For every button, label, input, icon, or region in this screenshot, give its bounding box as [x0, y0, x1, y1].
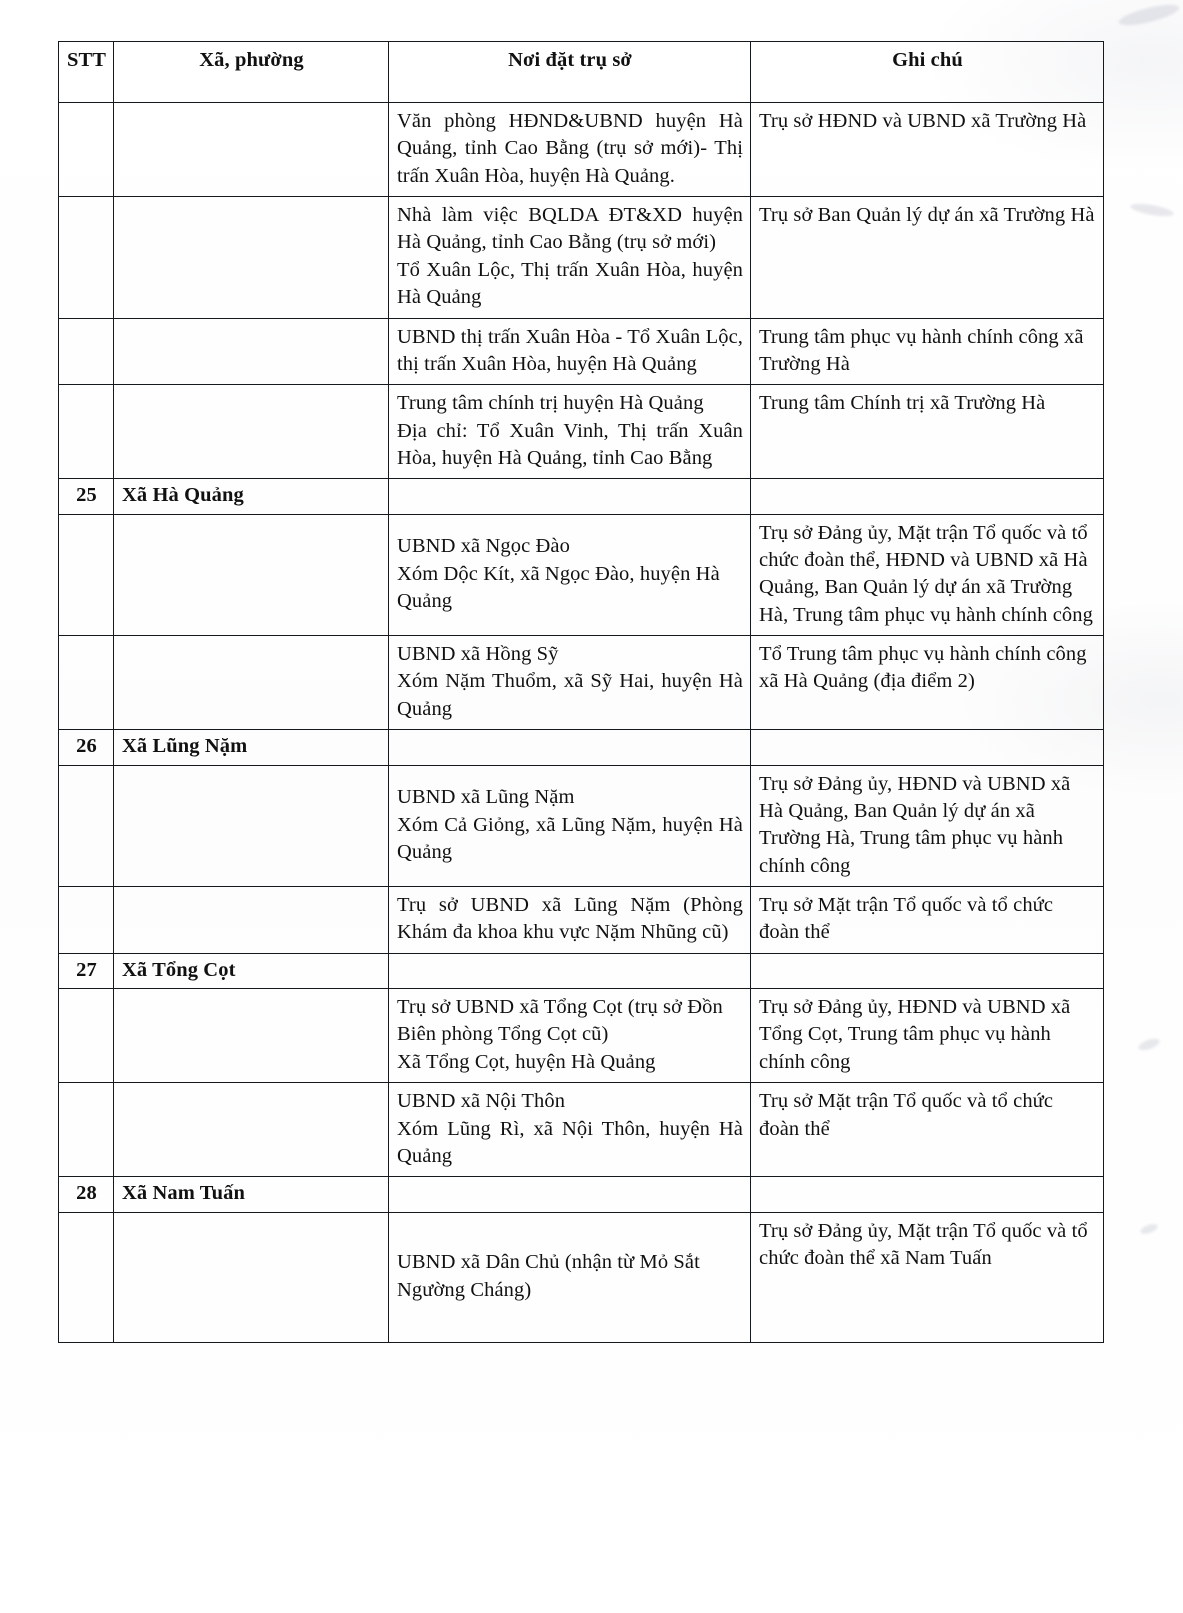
cell-xa-phuong	[114, 514, 389, 635]
cell-ghi-chu: Tổ Trung tâm phục vụ hành chính công xã Hà Quảng (địa điểm 2)	[751, 636, 1104, 730]
table-body	[59, 103, 1104, 1343]
cell-line: UBND xã Hồng Sỹ	[397, 643, 559, 666]
cell-line: Tổ Xuân Lộc, Thị trấn Xuân Hòa, huyện Hà Quảng	[397, 258, 743, 309]
cell-line: Xóm Dộc Kít, xã Ngọc Đào, huyện Hà Quảng	[397, 562, 720, 613]
column-header-xa-phuong: Xã, phường	[114, 42, 389, 103]
cell-stt	[59, 636, 114, 730]
table-row	[59, 1212, 1104, 1342]
cell-xa-phuong: Xã Lũng Nặm	[114, 730, 389, 765]
cell-xa-phuong: Xã Hà Quảng	[114, 479, 389, 514]
cell-stt	[59, 989, 114, 1083]
table-row	[59, 765, 1104, 886]
table-row	[59, 385, 1104, 479]
table-header-row	[59, 42, 1104, 103]
column-header-stt: STT	[59, 42, 114, 103]
cell-line: Xóm Lũng Rì, xã Nội Thôn, huyện Hà Quảng	[397, 1117, 743, 1167]
cell-line: Nhà làm việc BQLDA ĐT&XD huyện Hà Quảng, tỉnh Cao Bằng (trụ sở mới)	[397, 204, 743, 254]
table-head	[59, 42, 1104, 103]
cell-noi-dat-tru-so	[389, 385, 751, 479]
cell-stt: 27	[59, 953, 114, 988]
cell-xa-phuong	[114, 1212, 389, 1342]
cell-ghi-chu: Trụ sở Đảng ủy, HĐND và UBND xã Tổng Cọt, Trung tâm phục vụ hành chính công	[751, 989, 1104, 1083]
cell-line: Địa chỉ: Tổ Xuân Vinh, Thị trấn Xuân Hòa, huyện Hà Quảng, tỉnh Cao Bằng	[397, 419, 743, 469]
cell-stt: 25	[59, 479, 114, 514]
cell-xa-phuong	[114, 636, 389, 730]
table-row	[59, 318, 1104, 385]
cell-line: Xóm Cả Giỏng, xã Lũng Nặm, huyện Hà Quảng	[397, 813, 743, 863]
cell-stt	[59, 103, 114, 197]
commune-headquarters-table-wrapper	[58, 41, 1103, 1343]
cell-noi-dat-tru-so: Văn phòng HĐND&UBND huyện Hà Quảng, tỉnh Cao Bằng (trụ sở mới)- Thị trấn Xuân Hòa, huyện Hà Quảng.	[389, 103, 751, 197]
cell-line: Trụ sở UBND xã Tổng Cọt (trụ sở Đồn Biên phòng Tổng Cọt cũ)	[397, 996, 723, 1046]
commune-headquarters-table	[58, 41, 1104, 1343]
cell-line: Xóm Nặm Thuổm, xã Sỹ Hai, huyện Hà Quảng	[397, 670, 743, 720]
cell-noi-dat-tru-so	[389, 765, 751, 886]
table-row-group-header	[59, 479, 1104, 514]
scan-artifact	[1139, 1222, 1159, 1236]
cell-noi-dat-tru-so: Trụ sở UBND xã Lũng Nặm (Phòng Khám đa khoa khu vực Nặm Nhũng cũ)	[389, 886, 751, 953]
cell-xa-phuong	[114, 318, 389, 385]
cell-stt	[59, 385, 114, 479]
cell-stt	[59, 1083, 114, 1177]
cell-ghi-chu: Trụ sở HĐND và UBND xã Trường Hà	[751, 103, 1104, 197]
table-row	[59, 197, 1104, 318]
cell-ghi-chu: Trung tâm Chính trị xã Trường Hà	[751, 385, 1104, 479]
cell-ghi-chu: Trụ sở Đảng ủy, Mặt trận Tổ quốc và tổ chức đoàn thể, HĐND và UBND xã Hà Quảng, Ban Quản lý dự án xã Trường Hà, Trung tâm phục vụ hành chính công	[751, 514, 1104, 635]
cell-noi-dat-tru-so	[389, 1083, 751, 1177]
cell-ghi-chu: Trung tâm phục vụ hành chính công xã Trường Hà	[751, 318, 1104, 385]
cell-stt	[59, 1212, 114, 1342]
cell-xa-phuong	[114, 886, 389, 953]
cell-stt	[59, 886, 114, 953]
table-row	[59, 989, 1104, 1083]
cell-ghi-chu	[751, 1177, 1104, 1212]
table-row	[59, 514, 1104, 635]
cell-xa-phuong	[114, 103, 389, 197]
cell-noi-dat-tru-so	[389, 197, 751, 318]
cell-xa-phuong	[114, 197, 389, 318]
cell-line: UBND xã Ngọc Đào	[397, 535, 570, 558]
cell-ghi-chu: Trụ sở Đảng ủy, HĐND và UBND xã Hà Quảng, Ban Quản lý dự án xã Trường Hà, Trung tâm phục vụ hành chính công	[751, 765, 1104, 886]
cell-xa-phuong	[114, 385, 389, 479]
column-header-ghi-chu: Ghi chú	[751, 42, 1104, 103]
cell-stt: 26	[59, 730, 114, 765]
cell-line: Trung tâm chính trị huyện Hà Quảng	[397, 392, 704, 415]
cell-line: UBND xã Lũng Nặm	[397, 786, 575, 809]
cell-xa-phuong	[114, 989, 389, 1083]
cell-ghi-chu: Trụ sở Đảng ủy, Mặt trận Tổ quốc và tổ chức đoàn thể xã Nam Tuấn	[751, 1212, 1104, 1342]
cell-noi-dat-tru-so	[389, 1177, 751, 1212]
cell-noi-dat-tru-so: UBND xã Dân Chủ (nhận từ Mỏ Sắt Ngường Cháng)	[389, 1212, 751, 1342]
cell-noi-dat-tru-so	[389, 514, 751, 635]
scan-artifact	[1117, 1, 1181, 30]
table-row	[59, 636, 1104, 730]
table-row-group-header	[59, 730, 1104, 765]
cell-ghi-chu	[751, 730, 1104, 765]
cell-stt: 28	[59, 1177, 114, 1212]
cell-xa-phuong	[114, 1083, 389, 1177]
cell-ghi-chu: Trụ sở Ban Quản lý dự án xã Trường Hà	[751, 197, 1104, 318]
column-header-noi-dat-tru-so: Nơi đặt trụ sở	[389, 42, 751, 103]
cell-ghi-chu	[751, 953, 1104, 988]
cell-line: UBND xã Nội Thôn	[397, 1090, 566, 1113]
cell-noi-dat-tru-so	[389, 636, 751, 730]
cell-xa-phuong: Xã Nam Tuấn	[114, 1177, 389, 1212]
cell-noi-dat-tru-so	[389, 953, 751, 988]
table-row	[59, 1083, 1104, 1177]
cell-stt	[59, 197, 114, 318]
table-row-group-header	[59, 1177, 1104, 1212]
cell-stt	[59, 765, 114, 886]
scan-artifact	[1129, 201, 1174, 218]
cell-noi-dat-tru-so	[389, 730, 751, 765]
cell-ghi-chu: Trụ sở Mặt trận Tổ quốc và tổ chức đoàn thể	[751, 1083, 1104, 1177]
cell-xa-phuong: Xã Tổng Cọt	[114, 953, 389, 988]
table-row	[59, 103, 1104, 197]
cell-stt	[59, 318, 114, 385]
cell-line: Xã Tổng Cọt, huyện Hà Quảng	[397, 1050, 656, 1073]
cell-xa-phuong	[114, 765, 389, 886]
cell-ghi-chu: Trụ sở Mặt trận Tổ quốc và tổ chức đoàn thể	[751, 886, 1104, 953]
table-row-group-header	[59, 953, 1104, 988]
cell-stt	[59, 514, 114, 635]
cell-ghi-chu	[751, 479, 1104, 514]
cell-noi-dat-tru-so	[389, 989, 751, 1083]
cell-noi-dat-tru-so	[389, 479, 751, 514]
cell-noi-dat-tru-so: UBND thị trấn Xuân Hòa - Tổ Xuân Lộc, thị trấn Xuân Hòa, huyện Hà Quảng	[389, 318, 751, 385]
scan-artifact	[1137, 1037, 1161, 1053]
table-row	[59, 886, 1104, 953]
